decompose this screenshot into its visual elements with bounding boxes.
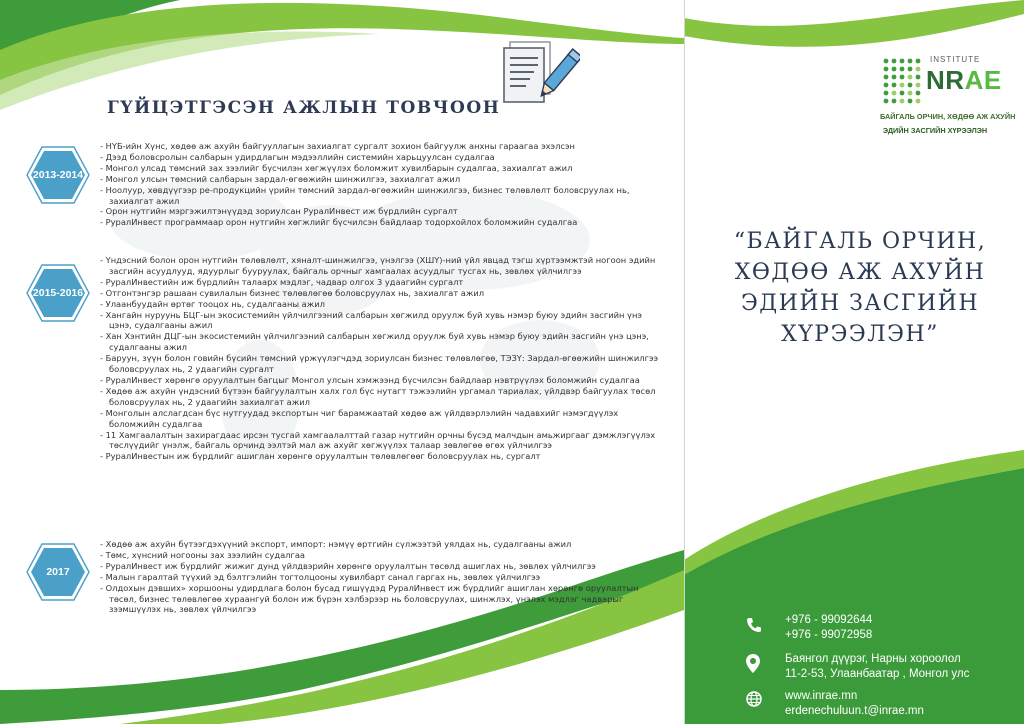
phone-1: +976 - 99092644 bbox=[785, 614, 873, 626]
list-item: - Монгол улсын төмсний салбарын зардал-өгөөжийн шинжилгээ, захиалгат ажил bbox=[100, 174, 660, 185]
hero-line: ХҮРЭЭЛЭН” bbox=[781, 322, 939, 347]
globe-icon bbox=[746, 691, 762, 707]
hero-line: ХӨДӨӨ АЖ АХУЙН bbox=[734, 260, 986, 285]
logo-subtitle-1: БАЙГАЛЬ ОРЧИН, ХӨДӨӨ АЖ АХУЙН bbox=[880, 112, 1016, 121]
address-line-2: 11-2-53, Улаанбаатар , Монгол улс bbox=[785, 668, 970, 680]
list-item: - Малын гаралтай түүхий эд бэлтгэлийн тогтолцооны хувилбарт санал гаргах нь, зөвлөх үйлчилгээ bbox=[100, 572, 660, 583]
list-item: - Олдохын дэвших» хоршооны удирдлага болон бусад гишүүдэд РуралИнвест иж бүрдлийг ашиглан хөрөнгө оруулалтын төсөл, бизнес төлөвлөгөө хураангуй болон иж бүрэн хэлбэрээр нь боловсруулах, шинжлэх, үнэлэх мэдлэг чадварыг зээмшүүлэх нь, зөвлөх үйлчилгээ bbox=[100, 583, 660, 616]
list-item: - РуралИнвест иж бүрдлийг жижиг дунд үйлдвэрийн хөрөнгө оруулалтын төсөлд ашиглах нь, зөвлөх үйлчилгээ bbox=[100, 561, 660, 572]
phone-numbers bbox=[785, 613, 872, 643]
address-line-1: Баянгол дүүрэг, Нарны хороолол bbox=[785, 653, 961, 665]
list-item: - РуралИнвест программаар орон нутгийн хөгжлийг бүсчилсэн байдлаар тодорхойлох боломжийн судалгаа bbox=[100, 217, 660, 228]
list-item: - Ноолуур, хөвдүүгээр ре-продукцийн үрийн төмсний зардал-өгөөжийн шинжилгээ, бизнес төлөвлөлт боловсруулах нь, захиалгат ажил bbox=[100, 185, 660, 207]
list-item: - Хан Хэнтийн ДЦГ-ын экосистемийн үйлчилгээний салбарын хөгжилд оруулж буй хувь нэмэр буюу эдийн засгийн үнэ цэнэ, судалгааны ажил bbox=[100, 331, 660, 353]
logo-wordmark bbox=[926, 67, 1002, 93]
phone-2: +976 - 99072958 bbox=[785, 629, 873, 641]
list-item: - НҮБ-ийн Хүнс, хөдөө аж ахуйн байгууллагын захиалгат сургалт зохион байгуулж анхны гараагаа эхэлсэн bbox=[100, 141, 660, 152]
period-label-2015-2016: 2015-2016 bbox=[32, 287, 84, 299]
period-list-2015-2016 bbox=[100, 255, 660, 462]
list-item: - РуралИнвестын иж бүрдлийг ашиглан хөрөнгө оруулалтын төлөвлөгөөг боловсруулах нь, сургалт bbox=[100, 451, 660, 462]
logo-dots-icon bbox=[880, 55, 926, 109]
logo-ae: AE bbox=[964, 65, 1002, 95]
list-item: - 11 Хамгаалалтын захирагдаас ирсэн тусгай хамгаалалттай газар нутгийн орчны бүсэд малчдын амьжиргааг дэмжлэгүүлэх төслүүдийг үнэлж, байгаль орчинд ээлтэй мал аж ахуйг хөгжүүлэх талаар зөвлөгөө өгөх үйлчилгээ bbox=[100, 430, 660, 452]
logo-nr: NR bbox=[926, 65, 965, 95]
list-item: - Монголын алслагдсан бүс нутгуудад экспортын чиг барамжаатай хөдөө аж үйлдвэрлэлийн чадавхийг нэмэгдүүлэх боломжийн судалгаа bbox=[100, 408, 660, 430]
period-list-2017 bbox=[100, 539, 660, 615]
hero-title bbox=[700, 226, 1020, 350]
list-item: - Үндэсний болон орон нутгийн төлөвлөлт, хяналт-шинжилгээ, үнэлгээ (ХШҮ)-ний үйл явцад тэгш хүртээмжтэй ногоон эдийн засгийн асуудлууд, ядуурлыг бууруулах, байгаль орчныг хамгаалах асуудлыг тусгах нь, зөвлөх үйлчилгээ bbox=[100, 255, 660, 277]
panel-fold-line bbox=[684, 0, 685, 724]
list-item: - Хөдөө аж ахуйн бүтээгдэхүүний экспорт, импорт: нэмүү өртгийн сүлжээтэй уялдах нь, судалгааны ажил bbox=[100, 539, 660, 550]
web-contacts bbox=[785, 689, 924, 719]
period-list-2013-2014 bbox=[100, 141, 660, 228]
nrae-logo bbox=[880, 55, 1016, 145]
email-link[interactable]: erdenechuluun.t@inrae.mn bbox=[785, 705, 924, 717]
list-item: - Баруун, зүүн болон говийн бүсийн төмсний үржүүлэгчдэд зориулсан бизнес төлөвлөгөө, ТЭЗҮ: Зардал-өгөөжийн шинжилгээ боловсруулах нь, 2 удаагийн сургалт bbox=[100, 353, 660, 375]
logo-institute-text: INSTITUTE bbox=[930, 55, 981, 64]
period-label-2017: 2017 bbox=[46, 566, 70, 578]
logo-subtitle-2: ЭДИЙН ЗАСГИЙН ХҮРЭЭЛЭН bbox=[882, 126, 988, 135]
list-item: - Төмс, хүнсний ногооны зах зээлийн судалгаа bbox=[100, 550, 660, 561]
list-item: - Хангайн нуруунь БЦГ-ын экосистемийн үйлчилгээний салбарын хөгжилд оруулж буй хувь нэмэр буюу эдийн засгийн үнэ цэнэ, судалгааны ажил bbox=[100, 310, 660, 332]
list-item: - Отгонтэнгэр рашаан сувилалын бизнес төлөвлөгөө боловсруулах нь, захиалгат ажил bbox=[100, 288, 660, 299]
address bbox=[785, 652, 969, 682]
section-title: ГҮЙЦЭТГЭСЭН АЖЛЫН ТОВЧООН bbox=[107, 98, 501, 118]
list-item: - Улаанбуудайн өртөг тооцох нь, судалгааны ажил bbox=[100, 299, 660, 310]
location-pin-icon bbox=[746, 654, 760, 673]
hero-line: ЭДИЙН ЗАСГИЙН bbox=[740, 291, 980, 316]
top-right-swoosh bbox=[684, 0, 1024, 47]
bottom-right-panel bbox=[684, 468, 1024, 724]
list-item: - РуралИнвест хөрөнгө оруулалтын багцыг Монгол улсын хэмжээнд бүсчилсэн байдлаар нэвтрүүлэх боломжийн судалгаа bbox=[100, 375, 660, 386]
list-item: - Хөдөө аж ахуйн үндэсний бүтээн байгуулалтын халх гол бүс нутагт тэжээлийн ургамал тариалах, үйлдвэр байгуулах төсөл боловсруулах нь, 2 удаагийн захиалгат ажил bbox=[100, 386, 660, 408]
document-pencil-icon bbox=[500, 40, 580, 108]
period-label-2013-2014: 2013-2014 bbox=[32, 169, 84, 181]
list-item: - Монгол улсад төмсний зах зээлийг бүсчилэн хөгжүүлэх боломжит хувилбарын судалгаа, захиалгат ажил bbox=[100, 163, 660, 174]
list-item: - РуралИнвестийн иж бүрдлийн талаарх мэдлэг, чадвар олгох 3 удаагийн сургалт bbox=[100, 277, 660, 288]
phone-icon bbox=[746, 617, 762, 633]
list-item: - Орон нутгийн мэргэжилтэнүүдэд зориулсан РуралИнвест иж бүрдлийн сургалт bbox=[100, 206, 660, 217]
website-link[interactable]: www.inrae.mn bbox=[785, 690, 858, 702]
hero-line: “БАЙГАЛЬ ОРЧИН, bbox=[733, 229, 987, 254]
list-item: - Дээд боловсролын салбарын удирдлагын мэдээллийн системийн харьцуулсан судалгаа bbox=[100, 152, 660, 163]
